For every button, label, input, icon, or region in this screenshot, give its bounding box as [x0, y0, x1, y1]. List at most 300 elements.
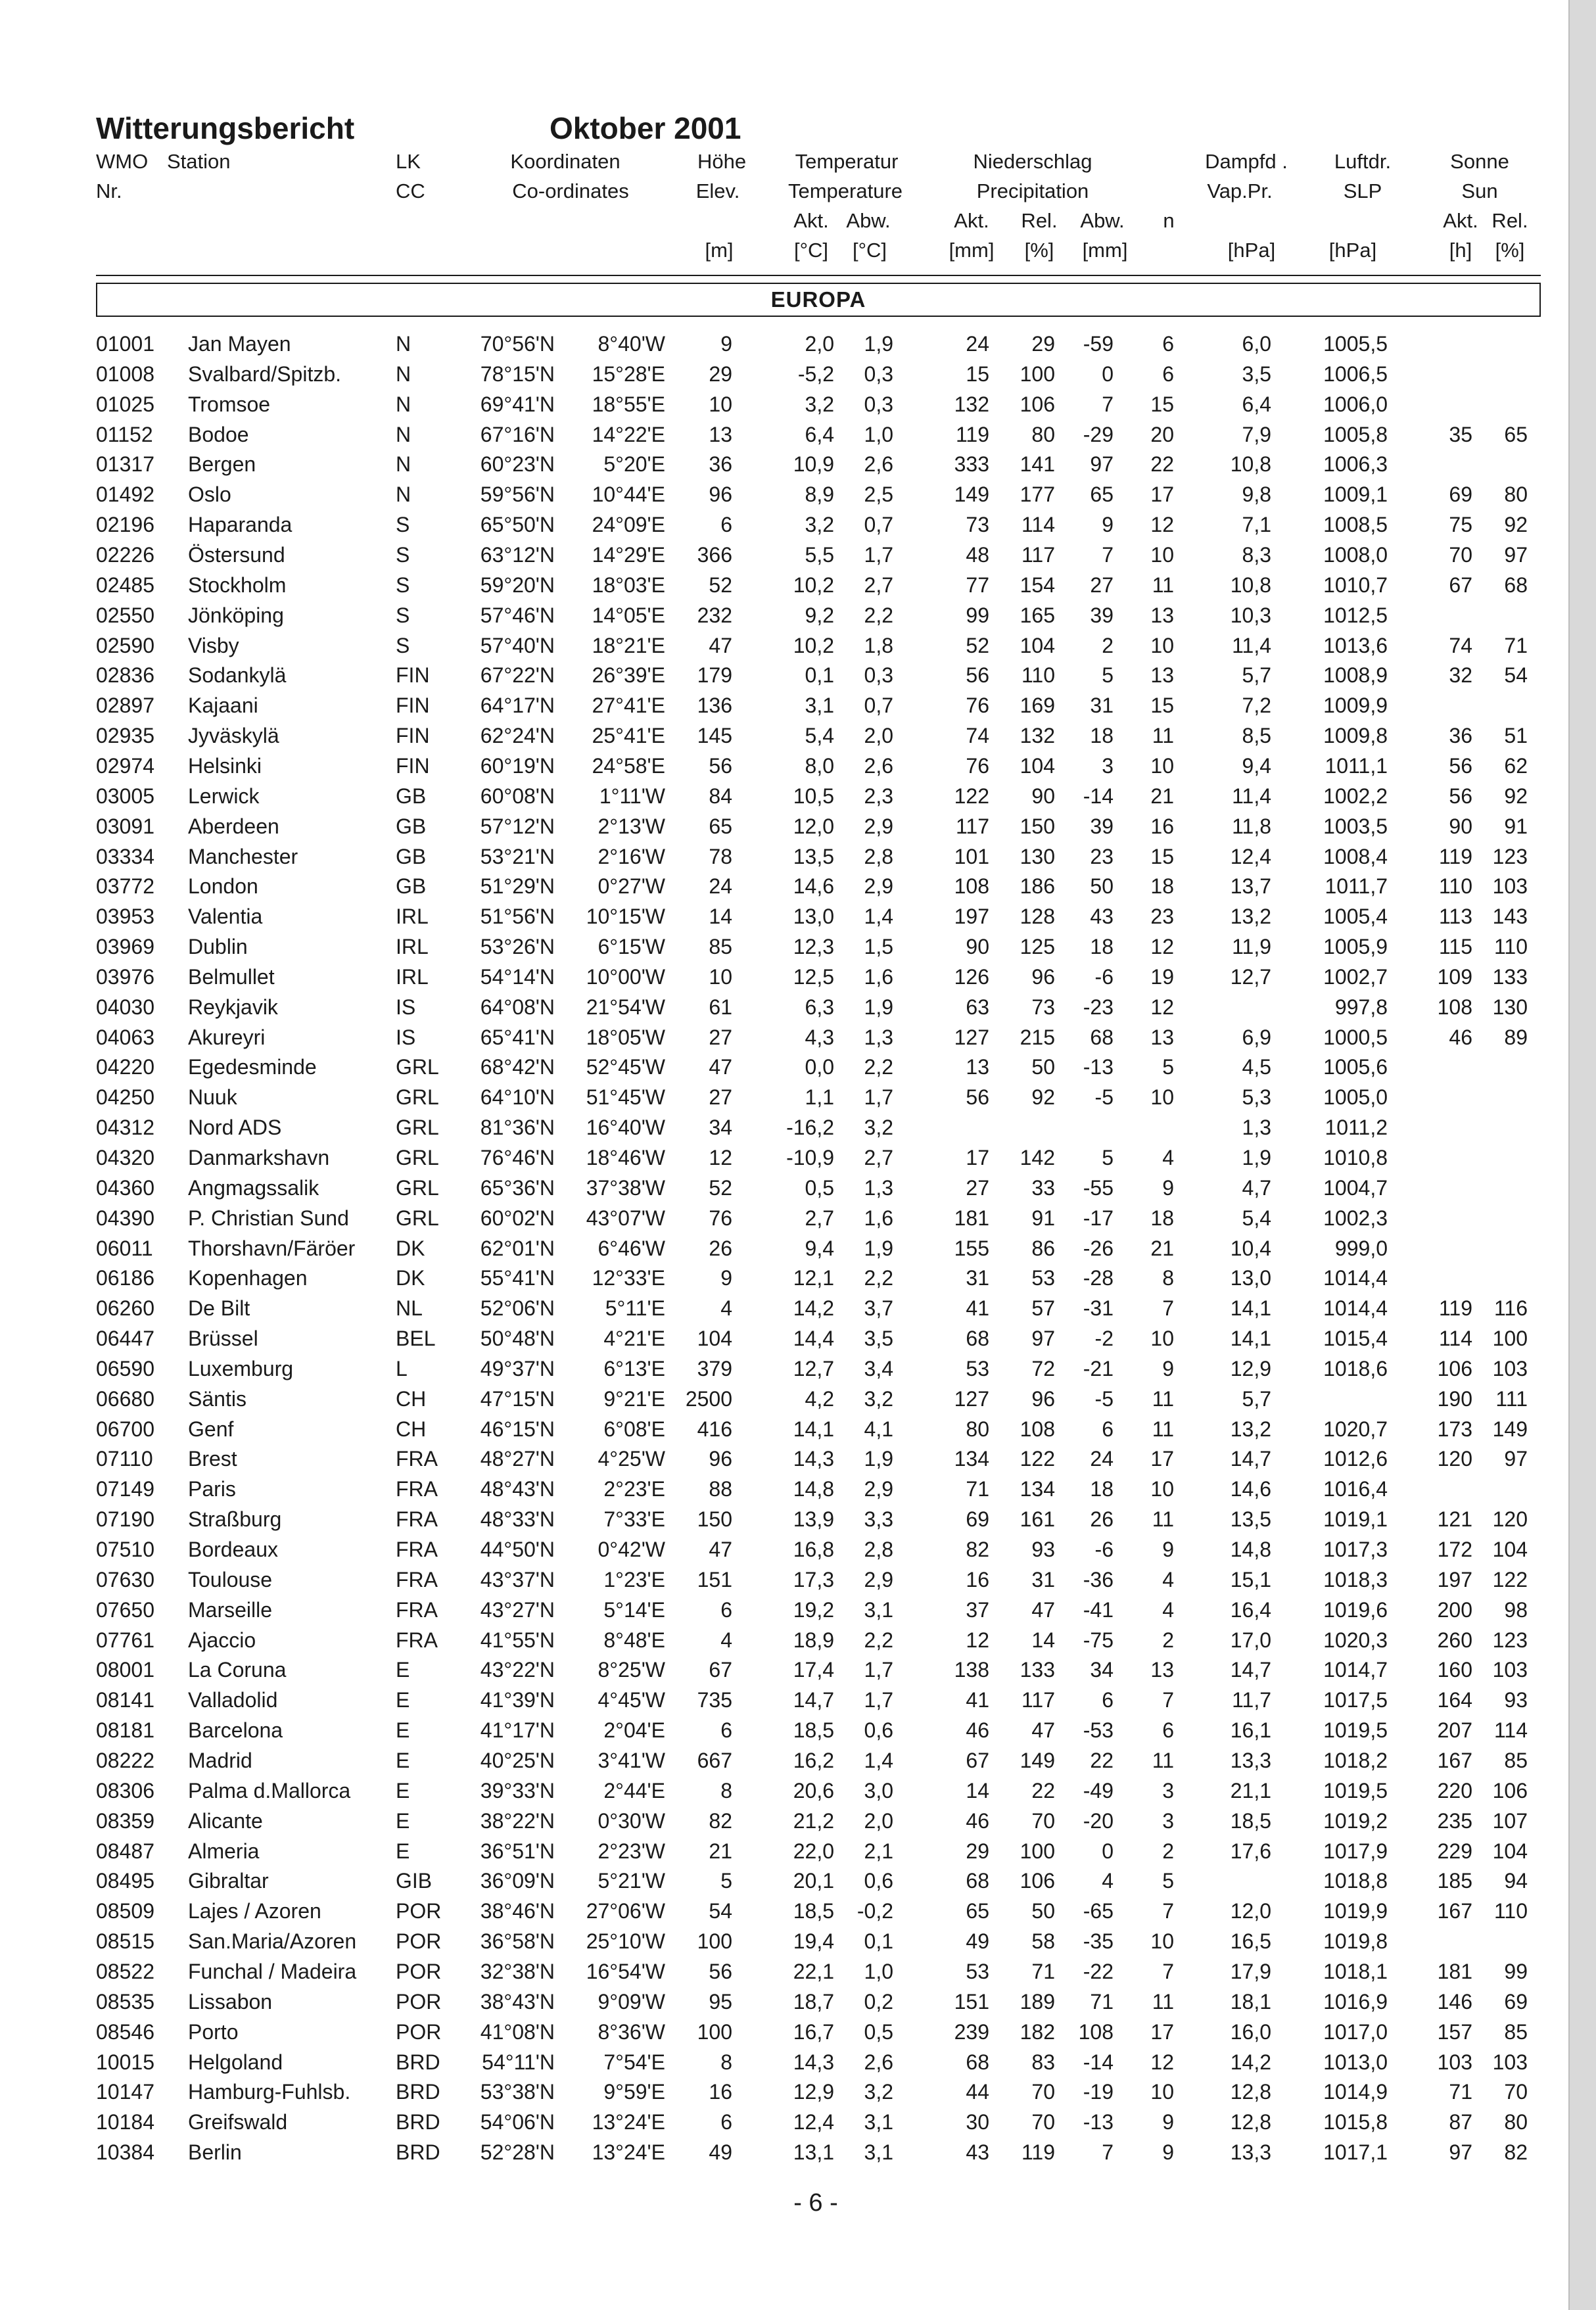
country-code: GRL	[396, 1175, 439, 1200]
precip-days: 10	[1150, 1929, 1174, 1954]
precip-relative: 114	[1021, 513, 1055, 537]
elevation: 6	[720, 1718, 732, 1743]
table-row	[0, 992, 1570, 1022]
precip-actual: 90	[966, 935, 989, 958]
elevation: 9	[720, 1266, 732, 1290]
country-code: GRL	[396, 1085, 439, 1110]
latitude: 62°01'N	[480, 1236, 555, 1260]
country-code: DK	[396, 1236, 425, 1260]
region-label: EUROPA	[770, 287, 866, 312]
station-name: Gibraltar	[188, 1869, 269, 1893]
vapour-pressure: 13,3	[1230, 1749, 1271, 1772]
longitude: 1°11'W	[599, 784, 665, 808]
precip-actual: 155	[954, 1236, 989, 1260]
sun-relative: 107	[1492, 1808, 1528, 1833]
sea-level-pressure: 1002,7	[1323, 964, 1388, 989]
latitude: 36°51'N	[480, 1839, 555, 1863]
country-code: BRD	[396, 2050, 440, 2074]
precip-actual: 27	[966, 1175, 989, 1200]
precip-days: 4	[1162, 1146, 1174, 1169]
latitude: 41°39'N	[480, 1688, 555, 1712]
precip-days: 12	[1150, 995, 1174, 1019]
longitude: 37°38'W	[586, 1175, 665, 1200]
vapour-pressure: 9,4	[1242, 753, 1271, 778]
precip-days: 17	[1150, 483, 1174, 507]
sun-hours: 197	[1437, 1567, 1472, 1591]
station-name: Greifswald	[188, 2110, 288, 2134]
latitude: 49°37'N	[480, 1356, 555, 1380]
precip-deviation: -31	[1083, 1296, 1114, 1321]
elevation: 6	[720, 1597, 732, 1622]
table-row	[0, 1866, 1570, 1896]
temp-deviation: 1,4	[864, 905, 893, 929]
wmo-number: 01492	[96, 483, 154, 507]
precip-deviation: -13	[1083, 1055, 1114, 1079]
header-sun: Sun	[1461, 179, 1498, 202]
vapour-pressure: 1,3	[1242, 1116, 1271, 1140]
precip-actual: 56	[966, 663, 989, 688]
wmo-number: 08487	[96, 1839, 154, 1863]
sun-relative: 80	[1504, 2110, 1528, 2134]
latitude: 36°09'N	[480, 1869, 555, 1893]
temp-actual: 13,5	[793, 844, 834, 868]
precip-relative: 72	[1031, 1356, 1055, 1380]
sea-level-pressure: 1006,0	[1323, 392, 1388, 416]
temp-deviation: 1,7	[864, 1085, 893, 1110]
vapour-pressure: 15,1	[1230, 1567, 1271, 1591]
precip-relative: 104	[1020, 633, 1055, 657]
precip-deviation: -35	[1083, 1929, 1114, 1954]
station-name: Helgoland	[188, 2050, 283, 2074]
sea-level-pressure: 1016,9	[1323, 1989, 1388, 2014]
temp-deviation: 2,8	[864, 844, 893, 868]
elevation: 67	[709, 1658, 732, 1682]
latitude: 60°08'N	[480, 784, 555, 808]
sun-relative: 92	[1504, 784, 1528, 808]
vapour-pressure: 4,5	[1242, 1055, 1271, 1079]
sea-level-pressure: 1013,6	[1323, 633, 1388, 657]
precip-actual: 73	[966, 513, 989, 537]
sun-hours: 46	[1449, 1025, 1472, 1049]
precip-relative: 117	[1021, 543, 1055, 567]
wmo-number: 04312	[96, 1116, 154, 1140]
temp-actual: 4,3	[805, 1025, 834, 1049]
precip-relative: 150	[1020, 814, 1055, 838]
country-code: BRD	[396, 2080, 440, 2104]
precip-relative: 177	[1020, 483, 1055, 507]
longitude: 16°40'W	[586, 1116, 665, 1140]
longitude: 8°40'W	[598, 332, 665, 356]
vapour-pressure: 16,5	[1230, 1929, 1271, 1954]
table-row	[0, 1987, 1570, 2017]
latitude: 64°17'N	[480, 694, 555, 718]
temp-deviation: 2,6	[864, 2050, 893, 2074]
precip-actual: 29	[966, 1839, 989, 1863]
longitude: 8°25'W	[598, 1658, 665, 1682]
table-row	[0, 841, 1570, 872]
latitude: 41°08'N	[480, 2019, 555, 2044]
station-name: Visby	[188, 633, 239, 657]
temp-actual: 17,4	[793, 1658, 834, 1682]
temp-actual: 14,3	[793, 1447, 834, 1471]
precip-actual: 117	[955, 814, 989, 838]
country-code: S	[396, 633, 410, 657]
precip-days: 18	[1150, 874, 1174, 899]
precip-relative: 47	[1031, 1718, 1055, 1743]
table-row	[0, 1173, 1570, 1203]
precip-days: 10	[1150, 1477, 1174, 1501]
elevation: 49	[709, 2140, 732, 2164]
elevation: 27	[709, 1085, 732, 1110]
sun-hours: 229	[1437, 1839, 1472, 1863]
longitude: 15°28'E	[592, 362, 665, 386]
precip-days: 8	[1162, 1266, 1174, 1290]
header-temperature: Temperature	[787, 179, 903, 202]
temp-deviation: 1,7	[864, 1658, 893, 1682]
sun-relative: 65	[1504, 422, 1528, 446]
longitude: 25°10'W	[586, 1929, 665, 1954]
precip-relative: 31	[1031, 1567, 1055, 1591]
precip-days: 7	[1162, 1959, 1174, 1983]
temp-deviation: 1,6	[864, 964, 893, 989]
sun-hours: 32	[1449, 663, 1472, 688]
precip-actual: 53	[966, 1356, 989, 1380]
latitude: 62°24'N	[480, 724, 555, 748]
temp-actual: 12,9	[793, 2080, 834, 2104]
sea-level-pressure: 1008,4	[1323, 844, 1388, 868]
table-row	[0, 1685, 1570, 1715]
sea-level-pressure: 1019,8	[1323, 1929, 1388, 1954]
temp-actual: 14,1	[793, 1417, 834, 1441]
header-station: Station	[167, 150, 231, 173]
longitude: 52°45'W	[586, 1055, 665, 1079]
latitude: 57°40'N	[480, 633, 555, 657]
vapour-pressure: 4,7	[1242, 1175, 1271, 1200]
precip-deviation: 108	[1078, 2019, 1114, 2044]
latitude: 54°11'N	[482, 2050, 555, 2074]
precip-deviation: 0	[1102, 1839, 1114, 1863]
temp-actual: 3,2	[805, 392, 834, 416]
sea-level-pressure: 1019,5	[1323, 1718, 1388, 1743]
country-code: POR	[396, 1959, 442, 1983]
sea-level-pressure: 1014,9	[1323, 2080, 1388, 2104]
station-name: Almeria	[188, 1839, 260, 1863]
elevation: 12	[709, 1146, 732, 1169]
elevation: 366	[697, 543, 732, 567]
vapour-pressure: 1,9	[1242, 1146, 1271, 1169]
station-name: Egedesminde	[188, 1055, 317, 1079]
precip-actual: 74	[966, 724, 989, 748]
country-code: N	[396, 392, 411, 416]
elevation: 100	[697, 1929, 732, 1954]
sun-relative: 116	[1493, 1296, 1528, 1321]
precip-relative: 70	[1031, 2110, 1055, 2134]
header-vappr: Vap.Pr.	[1207, 179, 1273, 202]
vapour-pressure: 13,0	[1230, 1266, 1271, 1290]
precip-relative: 117	[1021, 1688, 1055, 1712]
wmo-number: 02590	[96, 633, 154, 657]
station-name: Angmagssalik	[188, 1175, 319, 1200]
latitude: 54°06'N	[480, 2110, 555, 2134]
station-name: Tromsoe	[188, 392, 271, 416]
wmo-number: 01152	[96, 422, 153, 446]
precip-relative: 80	[1031, 422, 1055, 446]
country-code: FRA	[396, 1597, 438, 1622]
latitude: 41°17'N	[480, 1718, 555, 1743]
longitude: 5°14'E	[603, 1597, 665, 1622]
table-row	[0, 660, 1570, 690]
sun-hours: 70	[1449, 543, 1472, 567]
temp-deviation: 3,1	[864, 2110, 893, 2134]
sun-hours: 181	[1437, 1959, 1472, 1983]
sun-hours: 119	[1438, 1296, 1472, 1321]
sea-level-pressure: 1015,8	[1323, 2110, 1388, 2134]
temp-deviation: 0,2	[864, 1989, 893, 2014]
precip-relative: 189	[1020, 1989, 1055, 2014]
country-code: E	[396, 1718, 410, 1743]
precip-deviation: 71	[1090, 1989, 1114, 2014]
table-row	[0, 1414, 1570, 1444]
header-temp-abw-unit: [°C]	[852, 239, 887, 262]
longitude: 9°21'E	[603, 1386, 665, 1411]
table-row	[0, 931, 1570, 962]
elevation: 100	[697, 2019, 732, 2044]
wmo-number: 01025	[96, 392, 154, 416]
vapour-pressure: 5,7	[1242, 663, 1271, 688]
station-name: Palma d.Mallorca	[188, 1778, 351, 1803]
sea-level-pressure: 1020,7	[1323, 1417, 1388, 1441]
country-code: POR	[396, 1929, 442, 1954]
sun-relative: 104	[1492, 1538, 1528, 1561]
country-code: IRL	[396, 964, 429, 989]
vapour-pressure: 14,7	[1230, 1447, 1271, 1471]
station-name: Jan Mayen	[188, 332, 291, 356]
header-precip-rel: Rel.	[1021, 209, 1058, 232]
sea-level-pressure: 1016,4	[1323, 1477, 1388, 1501]
country-code: N	[396, 483, 411, 507]
latitude: 52°06'N	[480, 1296, 555, 1321]
wmo-number: 04250	[96, 1085, 154, 1110]
sea-level-pressure: 1003,5	[1323, 814, 1388, 838]
elevation: 56	[709, 753, 732, 778]
precip-actual: 71	[966, 1477, 989, 1501]
sun-hours: 56	[1449, 784, 1472, 808]
precip-days: 5	[1162, 1055, 1174, 1079]
wmo-number: 10184	[96, 2110, 154, 2134]
country-code: GIB	[396, 1869, 433, 1893]
latitude: 36°58'N	[480, 1929, 555, 1954]
table-row	[0, 359, 1570, 389]
vapour-pressure: 12,4	[1230, 844, 1271, 868]
precip-actual: 15	[966, 362, 989, 386]
temp-deviation: 1,8	[864, 633, 893, 657]
elevation: 151	[697, 1567, 732, 1591]
precip-relative: 165	[1020, 603, 1055, 627]
vapour-pressure: 11,7	[1232, 1688, 1271, 1712]
precip-deviation: -41	[1083, 1597, 1114, 1622]
precip-actual: 48	[966, 543, 989, 567]
precip-days: 3	[1162, 1778, 1174, 1803]
station-name: Alicante	[188, 1808, 263, 1833]
station-name: Lerwick	[188, 784, 260, 808]
precip-relative: 93	[1031, 1538, 1055, 1561]
temp-deviation: 2,9	[864, 814, 893, 838]
wmo-number: 07510	[96, 1538, 154, 1561]
vapour-pressure: 14,2	[1230, 2050, 1271, 2074]
precip-relative: 182	[1020, 2019, 1055, 2044]
station-name: Luxemburg	[188, 1356, 294, 1380]
precip-deviation: 22	[1090, 1749, 1114, 1772]
station-name: Ajaccio	[188, 1628, 256, 1652]
vapour-pressure: 12,9	[1230, 1356, 1271, 1380]
sun-hours: 167	[1437, 1899, 1472, 1923]
longitude: 10°15'W	[586, 905, 665, 929]
wmo-number: 06011	[96, 1236, 153, 1260]
temp-actual: 14,7	[793, 1688, 834, 1712]
header-precip-n: n	[1163, 209, 1175, 232]
sun-relative: 149	[1492, 1417, 1528, 1441]
latitude: 76°46'N	[480, 1146, 555, 1169]
station-name: Danmarkshavn	[188, 1146, 330, 1169]
latitude: 48°33'N	[480, 1507, 555, 1532]
country-code: E	[396, 1778, 410, 1803]
precip-deviation: 3	[1102, 753, 1114, 778]
precip-actual: 80	[966, 1417, 989, 1441]
temp-deviation: 1,9	[864, 332, 893, 356]
precip-deviation: 5	[1102, 1146, 1114, 1169]
temp-actual: 4,2	[805, 1386, 834, 1411]
wmo-number: 01008	[96, 362, 154, 386]
wmo-number: 03772	[96, 874, 154, 899]
latitude: 44°50'N	[480, 1538, 555, 1561]
precip-relative: 132	[1020, 724, 1055, 748]
station-name: Helsinki	[188, 753, 262, 778]
header-precipitation: Precipitation	[976, 179, 1089, 202]
header-sun-rel: Rel.	[1491, 209, 1528, 232]
precip-deviation: -6	[1094, 964, 1114, 989]
vapour-pressure: 5,7	[1242, 1386, 1271, 1411]
sea-level-pressure: 1014,7	[1323, 1658, 1388, 1682]
temp-deviation: 2,2	[864, 1628, 893, 1652]
precip-deviation: -20	[1083, 1808, 1114, 1833]
sun-relative: 110	[1493, 1899, 1528, 1923]
temp-actual: 5,5	[805, 543, 834, 567]
latitude: 54°14'N	[480, 964, 555, 989]
temp-actual: 20,6	[793, 1778, 834, 1803]
sun-relative: 104	[1492, 1839, 1528, 1863]
latitude: 47°15'N	[480, 1386, 555, 1411]
longitude: 6°46'W	[598, 1236, 665, 1260]
wmo-number: 10384	[96, 2140, 154, 2164]
station-name: Straßburg	[188, 1507, 282, 1532]
temp-deviation: 2,5	[864, 483, 893, 507]
elevation: 104	[697, 1327, 732, 1350]
wmo-number: 02226	[96, 543, 154, 567]
precip-relative: 14	[1031, 1628, 1055, 1652]
sun-relative: 103	[1492, 2050, 1528, 2074]
precip-relative: 96	[1031, 1386, 1055, 1411]
table-row	[0, 871, 1570, 901]
temp-deviation: 2,0	[864, 1808, 893, 1833]
country-code: POR	[396, 1899, 442, 1923]
vapour-pressure: 6,4	[1242, 392, 1271, 416]
country-code: N	[396, 362, 411, 386]
precip-days: 17	[1150, 1447, 1174, 1471]
precip-actual: 76	[966, 753, 989, 778]
sea-level-pressure: 1005,9	[1323, 935, 1388, 958]
longitude: 9°09'W	[598, 1989, 665, 2014]
precip-actual: 53	[966, 1959, 989, 1983]
precip-actual: 13	[966, 1055, 989, 1079]
elevation: 36	[709, 452, 732, 477]
vapour-pressure: 12,8	[1230, 2080, 1271, 2104]
table-row	[0, 901, 1570, 931]
country-code: FRA	[396, 1538, 438, 1561]
temp-actual: 12,3	[793, 935, 834, 958]
precip-deviation: 9	[1102, 513, 1114, 537]
precip-deviation: -26	[1083, 1236, 1114, 1260]
longitude: 2°04'E	[603, 1718, 665, 1743]
sun-relative: 103	[1492, 1356, 1528, 1380]
sea-level-pressure: 1011,7	[1325, 874, 1388, 899]
precip-actual: 69	[966, 1507, 989, 1532]
precip-deviation: 43	[1090, 905, 1114, 929]
table-row	[0, 1625, 1570, 1655]
country-code: FRA	[396, 1567, 438, 1591]
temp-actual: 12,0	[793, 814, 834, 838]
temp-deviation: 1,3	[864, 1025, 893, 1049]
latitude: 51°29'N	[480, 874, 555, 899]
longitude: 2°44'E	[603, 1778, 665, 1803]
station-name: Brest	[188, 1447, 237, 1471]
temp-actual: 0,5	[805, 1175, 834, 1200]
sea-level-pressure: 1009,9	[1323, 694, 1388, 718]
precip-deviation: 5	[1102, 663, 1114, 688]
elevation: 54	[709, 1899, 732, 1923]
precip-actual: 68	[966, 1869, 989, 1893]
table-row	[0, 1926, 1570, 1956]
temp-actual: 8,0	[805, 753, 834, 778]
station-name: Berlin	[188, 2140, 242, 2164]
precip-deviation: -14	[1083, 784, 1114, 808]
table-row	[0, 2017, 1570, 2047]
precip-deviation: -22	[1083, 1959, 1114, 1983]
longitude: 21°54'W	[586, 995, 665, 1019]
precip-relative: 96	[1031, 964, 1055, 989]
temp-deviation: 0,3	[864, 392, 893, 416]
elevation: 76	[709, 1206, 732, 1230]
table-row	[0, 1595, 1570, 1625]
precip-actual: 239	[954, 2019, 989, 2044]
precip-days: 13	[1150, 663, 1174, 688]
sun-relative: 103	[1492, 874, 1528, 899]
vapour-pressure: 6,0	[1242, 332, 1271, 356]
latitude: 78°15'N	[480, 362, 555, 386]
precip-deviation: 68	[1090, 1025, 1114, 1049]
table-row	[0, 1444, 1570, 1474]
station-name: San.Maria/Azoren	[188, 1929, 357, 1954]
elevation: 47	[709, 1538, 732, 1561]
sun-relative: 123	[1492, 844, 1528, 868]
station-name: Bordeaux	[188, 1538, 278, 1561]
wmo-number: 02836	[96, 663, 154, 688]
vapour-pressure: 21,1	[1230, 1778, 1271, 1803]
precip-deviation: 2	[1102, 633, 1114, 657]
precip-days: 9	[1162, 1175, 1174, 1200]
temp-actual: -16,2	[786, 1116, 834, 1140]
precip-days: 9	[1162, 2140, 1174, 2164]
sea-level-pressure: 1014,4	[1323, 1296, 1388, 1321]
